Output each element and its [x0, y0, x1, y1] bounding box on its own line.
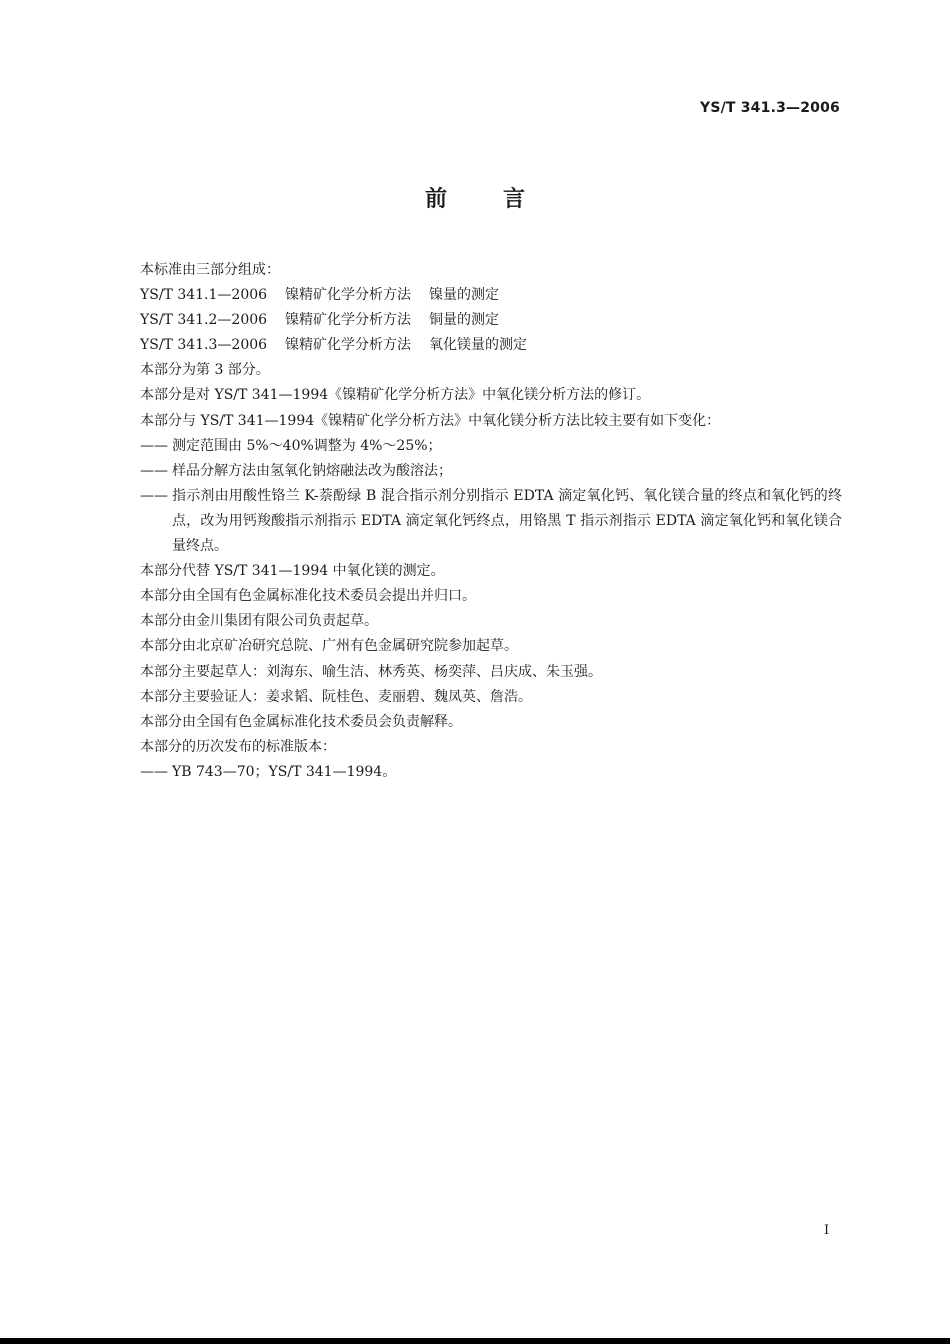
- dash-marker: ——: [140, 487, 168, 504]
- history-text: YB 743—70；YS/T 341—1994。: [172, 763, 397, 780]
- part-subtitle: 氧化镁量的测定: [429, 337, 528, 354]
- paragraph-interpretation: 本部分由全国有色金属标准化技术委员会负责解释。: [140, 713, 462, 730]
- part-title: 镍精矿化学分析方法: [285, 287, 412, 304]
- paragraph-main-drafters: 本部分主要起草人：刘海东、喻生洁、林秀英、杨奕萍、吕庆成、朱玉强。: [140, 663, 602, 680]
- change-text: 样品分解方法由氢氧化钠熔融法改为酸溶法；: [172, 462, 452, 479]
- paragraph-verifiers: 本部分主要验证人：姜求韬、阮桂色、麦丽碧、魏凤英、詹浩。: [140, 688, 532, 705]
- part-code: YS/T 341.1—2006: [140, 287, 268, 304]
- part-title: 镍精矿化学分析方法: [285, 337, 412, 354]
- paragraph-changes-intro: 本部分与 YS/T 341—1994《镍精矿化学分析方法》中氧化镁分析方法比较主要有如下变化：: [140, 412, 721, 429]
- part-list-item: [140, 283, 842, 308]
- part-code: YS/T 341.2—2006: [140, 312, 268, 329]
- history-item: [140, 760, 842, 785]
- part-title: 镍精矿化学分析方法: [285, 312, 412, 329]
- part-list-item: [140, 308, 842, 333]
- bottom-border: [0, 1338, 950, 1344]
- paragraph-drafted-by: 本部分由金川集团有限公司负责起草。: [140, 613, 378, 630]
- change-item: [140, 434, 842, 459]
- paragraph-co-drafted-by: 本部分由北京矿冶研究总院、广州有色金属研究院参加起草。: [140, 638, 518, 655]
- paragraph-composition: 本标准由三部分组成：: [140, 262, 280, 278]
- page-title: 前言: [424, 187, 581, 212]
- change-text: 指示剂由用酸性铬兰 K-萘酚绿 B 混合指示剂分别指示 EDTA 滴定氧化钙、氧化镁合量的终点和氧化钙的终点，改为用钙羧酸指示剂指示 EDTA 滴定氧化钙终点，用铬黑 T 指示剂指示 EDTA 滴定氧化钙和氧化镁合量终点。: [172, 487, 842, 555]
- page-number: I: [824, 1223, 830, 1238]
- paragraph-part-number: 本部分为第 3 部分。: [140, 362, 270, 379]
- dash-marker: ——: [140, 437, 168, 454]
- part-code: YS/T 341.3—2006: [140, 337, 268, 354]
- dash-marker: ——: [140, 462, 168, 479]
- part-subtitle: 铜量的测定: [429, 312, 500, 329]
- change-item: [140, 459, 842, 484]
- dash-marker: ——: [140, 763, 168, 780]
- part-subtitle: 镍量的测定: [429, 287, 500, 304]
- part-list-item: [140, 333, 842, 358]
- standard-code: YS/T 341.3—2006: [699, 100, 840, 116]
- paragraph-replaces: 本部分代替 YS/T 341—1994 中氧化镁的测定。: [140, 563, 445, 580]
- paragraph-revision: 本部分是对 YS/T 341—1994《镍精矿化学分析方法》中氧化镁分析方法的修订。: [140, 387, 651, 404]
- change-text: 测定范围由 5%～40%调整为 4%～25%；: [172, 437, 442, 454]
- document-body: [140, 258, 842, 785]
- paragraph-proposed-by: 本部分由全国有色金属标准化技术委员会提出并归口。: [140, 588, 476, 605]
- paragraph-history-intro: 本部分的历次发布的标准版本：: [140, 738, 336, 755]
- change-item: [140, 484, 842, 559]
